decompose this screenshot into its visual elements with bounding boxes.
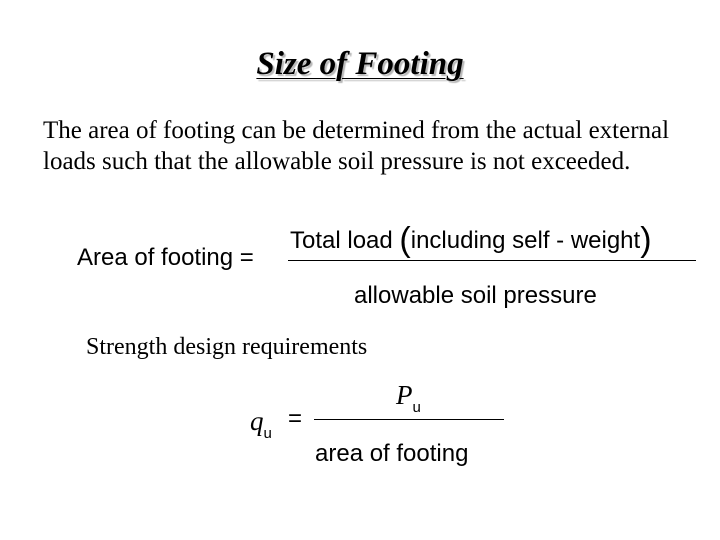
area-formula-fraction-bar <box>288 260 696 261</box>
q-subscript: u <box>263 425 272 442</box>
area-formula-numerator <box>290 221 652 259</box>
qu-formula-numerator <box>396 380 421 423</box>
slide-title: Size of Footing <box>256 46 464 82</box>
strength-design-subheading: Strength design requirements <box>86 334 368 360</box>
qu-formula-fraction-bar <box>314 419 504 420</box>
qu-formula-equals: = <box>288 405 303 432</box>
qu-formula-lhs <box>250 406 272 449</box>
close-paren: ) <box>640 221 652 259</box>
body-paragraph: The area of footing can be determined from the actual external loads such that the allowable soil pressure is not exceeded. <box>43 117 670 175</box>
open-paren: ( <box>399 221 411 259</box>
p-symbol: P <box>396 380 413 410</box>
p-subscript: u <box>412 399 421 416</box>
numerator-total-load: Total load <box>290 227 400 254</box>
area-formula-denominator: allowable soil pressure <box>354 282 597 309</box>
qu-formula-denominator: area of footing <box>315 440 469 467</box>
numerator-self-weight: including self - weight <box>410 227 641 254</box>
area-formula-lhs: Area of footing = <box>77 244 254 271</box>
q-symbol: q <box>250 406 264 436</box>
